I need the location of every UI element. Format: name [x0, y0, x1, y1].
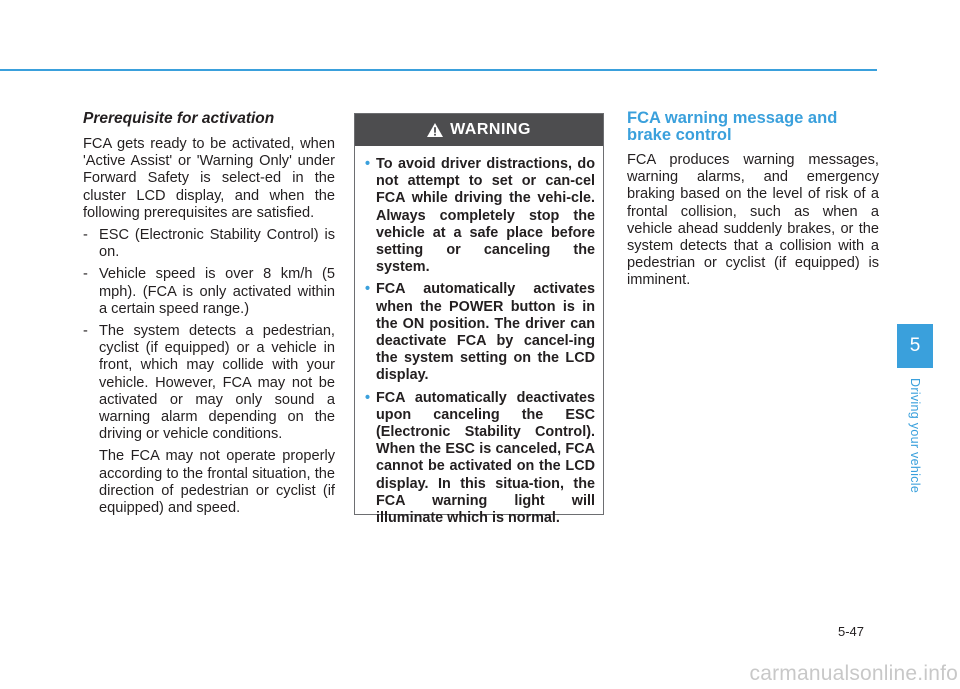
chapter-label-container: [897, 378, 933, 496]
intro-paragraph: FCA gets ready to be activated, when 'Active Assist' or 'Warning Only' under Forward Safety is select-ed in the cluster LCD display, and when the following prerequisites are satisfied.: [83, 136, 335, 221]
prerequisite-subheading: Prerequisite for activation: [83, 110, 275, 127]
dash-marker: -: [83, 227, 88, 244]
top-rule: [0, 69, 877, 71]
note-paragraph: The FCA may not operate properly according to the frontal situation, the direction of pedestrian or cyclist (if equipped) and speed.: [99, 448, 335, 517]
warning-box: [354, 113, 604, 527]
bullet-marker: •: [365, 389, 371, 406]
dash-marker: -: [83, 266, 88, 283]
page-number: 5-47: [838, 624, 865, 639]
prerequisite-list: [83, 227, 335, 443]
warning-item: [365, 390, 595, 528]
list-item: [83, 323, 335, 443]
bullet-marker: •: [365, 156, 371, 172]
list-item-text: ESC (Electronic Stability Control) is on.: [99, 227, 335, 261]
bullet-marker: •: [365, 281, 371, 298]
list-item: [83, 227, 335, 261]
chapter-tab: [897, 324, 933, 368]
watermark: carmanualsonline.info: [749, 662, 958, 685]
dash-marker: -: [83, 323, 88, 340]
warning-item: [365, 281, 595, 384]
warning-item-text: To avoid driver distractions, do not attempt to set or can-cel FCA while driving the vehi-cle. Always completely stop the vehicle at a safe place before setting or canceling the system.: [376, 156, 595, 276]
section-body: FCA produces warning messages, warning alarms, and emergency braking based on the level of risk of a frontal collision, such as when a vehicle ahead suddenly brakes, or the system detects that a collision with a pedestrian or cyclist (if equipped) is imminent.: [627, 152, 879, 289]
left-column: [83, 110, 335, 517]
chapter-number: 5: [909, 335, 921, 356]
warning-triangle-icon: [427, 123, 443, 137]
section-title: FCA warning message and brake control: [627, 109, 838, 144]
warning-title: WARNING: [450, 121, 531, 138]
right-column: [627, 110, 879, 295]
list-item-text: The system detects a pedestrian, cyclist (if equipped) or a vehicle in front, which may collide with your vehicle. However, FCA may not be activated or may only sound a warning alarm depending on the driving or vehicle conditions.: [99, 323, 335, 443]
warning-item-text: FCA automatically deactivates upon canceling the ESC (Electronic Stability Control). When the ESC is canceled, FCA cannot be activated on the LCD display. In this situa-tion, the FCA warning light will illuminate which is normal.: [376, 389, 595, 527]
list-item-text: Vehicle speed is over 8 km/h (5 mph). (FCA is only activated within a certain speed range.): [99, 266, 335, 317]
list-item: [83, 266, 335, 318]
warning-header: [355, 114, 603, 146]
warning-list: [355, 146, 603, 527]
warning-item: [365, 156, 595, 276]
chapter-label: Driving your vehicle: [908, 378, 922, 494]
warning-item-text: FCA automatically activates when the POWER button is in the ON position. The driver can deactivate FCA by cancel-ing the system setting on the LCD display.: [376, 281, 595, 384]
